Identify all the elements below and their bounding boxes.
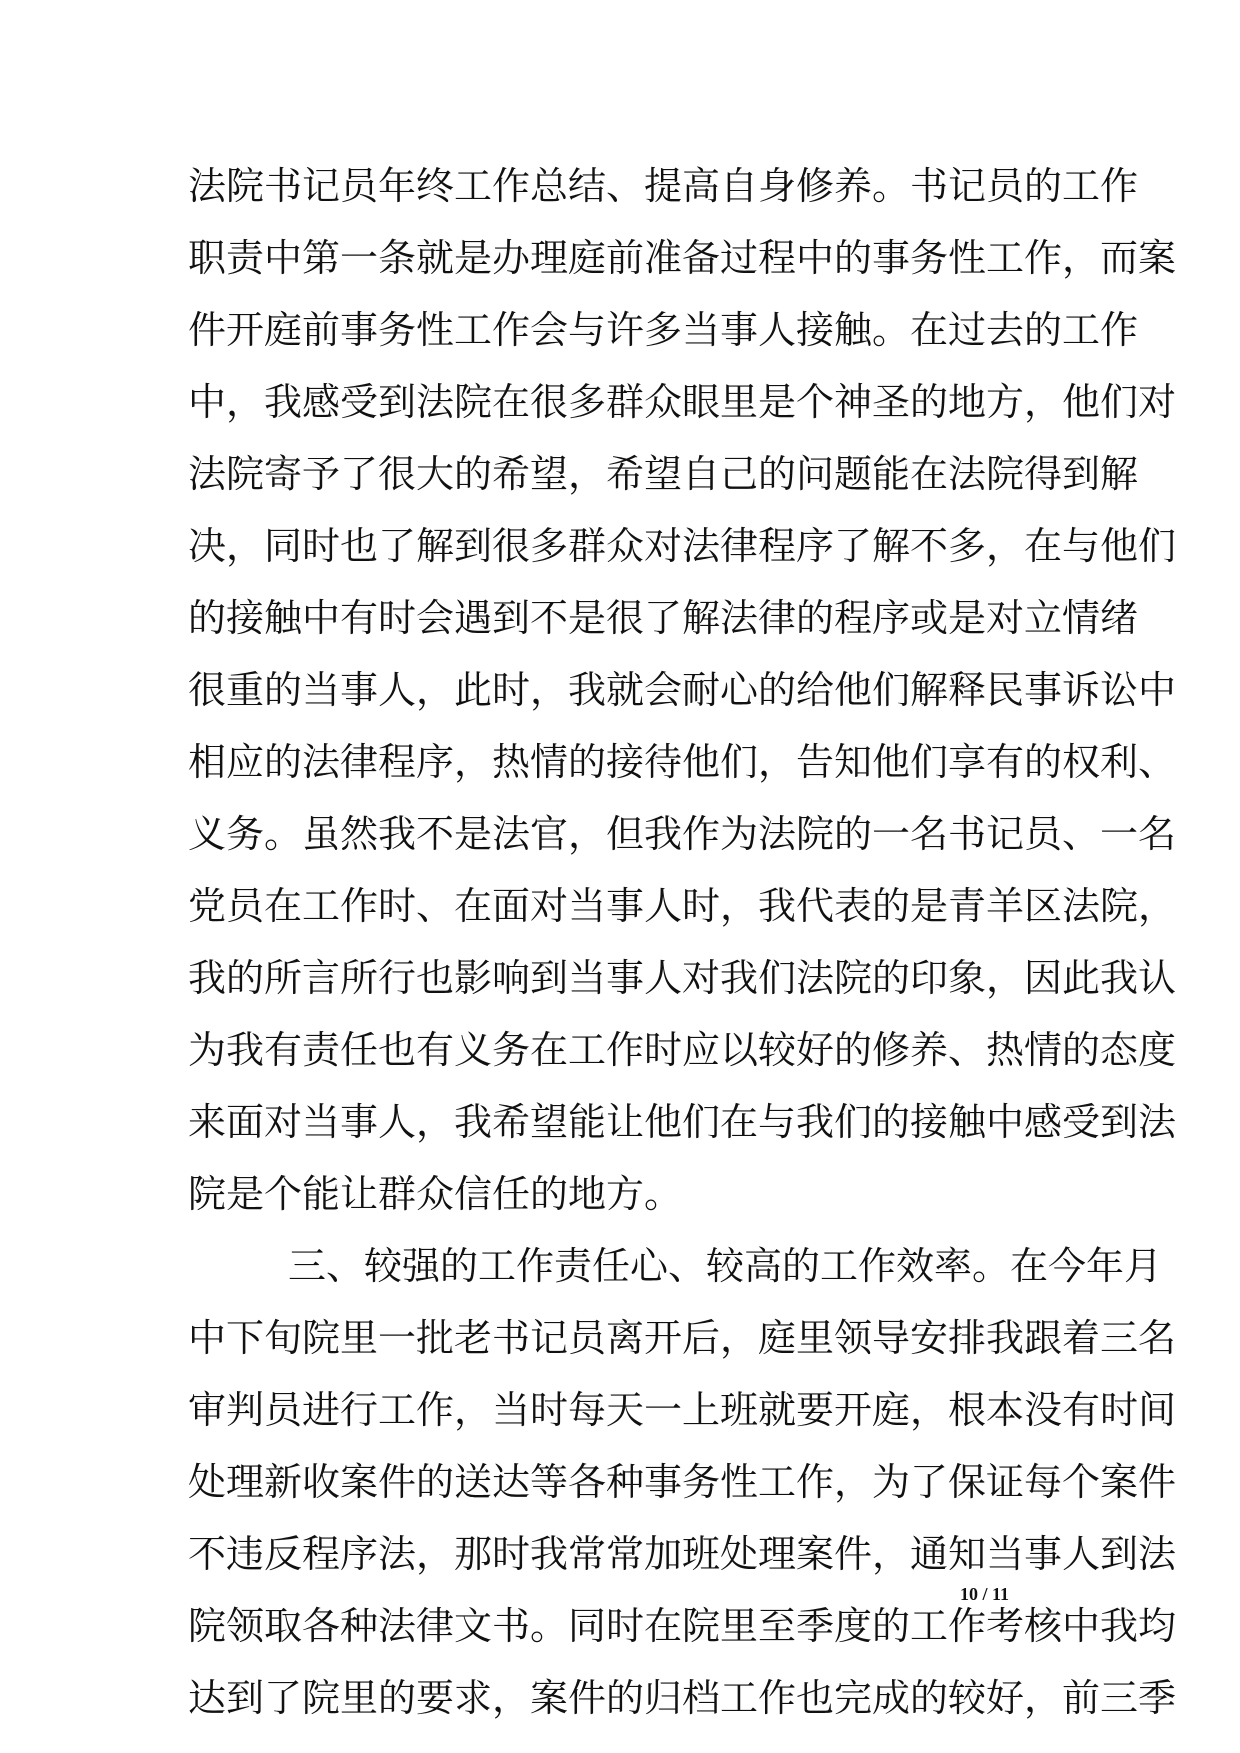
text-line: 三、较强的工作责任心、较高的工作效率。在今年月 [288,1244,1163,1288]
text-line: 职责中第一条就是办理庭前准备过程中的事务性工作，而案 [188,236,1177,280]
text-line: 党员在工作时、在面对当事人时，我代表的是青羊区法院， [188,884,1177,928]
text-line: 处理新收案件的送达等各种事务性工作，为了保证每个案件 [188,1460,1177,1504]
page-number: 10 / 11 [960,1584,1010,1604]
text-line: 很重的当事人，此时，我就会耐心的给他们解释民事诉讼中 [188,668,1177,712]
text-line: 达到了院里的要求，案件的归档工作也完成的较好，前三季 [188,1676,1177,1720]
text-line: 为我有责任也有义务在工作时应以较好的修养、热情的态度 [188,1028,1177,1072]
text-line: 相应的法律程序，热情的接待他们，告知他们享有的权利、 [188,740,1177,784]
text-line: 法院书记员年终工作总结、提高自身修养。书记员的工作 [188,164,1139,208]
text-line: 的接触中有时会遇到不是很了解法律的程序或是对立情绪 [188,596,1139,640]
text-line: 我的所言所行也影响到当事人对我们法院的印象，因此我认 [188,956,1177,1000]
text-line: 审判员进行工作，当时每天一上班就要开庭，根本没有时间 [188,1388,1177,1432]
text-line: 义务。虽然我不是法官，但我作为法院的一名书记员、一名 [188,812,1177,856]
text-line: 院领取各种法律文书。同时在院里至季度的工作考核中我均 [188,1604,1177,1648]
text-line: 中下旬院里一批老书记员离开后，庭里领导安排我跟着三名 [188,1316,1177,1360]
text-line: 中，我感受到法院在很多群众眼里是个神圣的地方，他们对 [188,380,1177,424]
text-line: 不违反程序法，那时我常常加班处理案件，通知当事人到法 [188,1532,1177,1576]
document-body [188,150,1177,1734]
text-line: 决，同时也了解到很多群众对法律程序了解不多，在与他们 [188,524,1177,568]
text-line: 院是个能让群众信任的地方。 [188,1172,683,1216]
text-line: 件开庭前事务性工作会与许多当事人接触。在过去的工作 [188,308,1139,352]
text-line: 来面对当事人，我希望能让他们在与我们的接触中感受到法 [188,1100,1177,1144]
text-line: 法院寄予了很大的希望，希望自己的问题能在法院得到解 [188,452,1139,496]
